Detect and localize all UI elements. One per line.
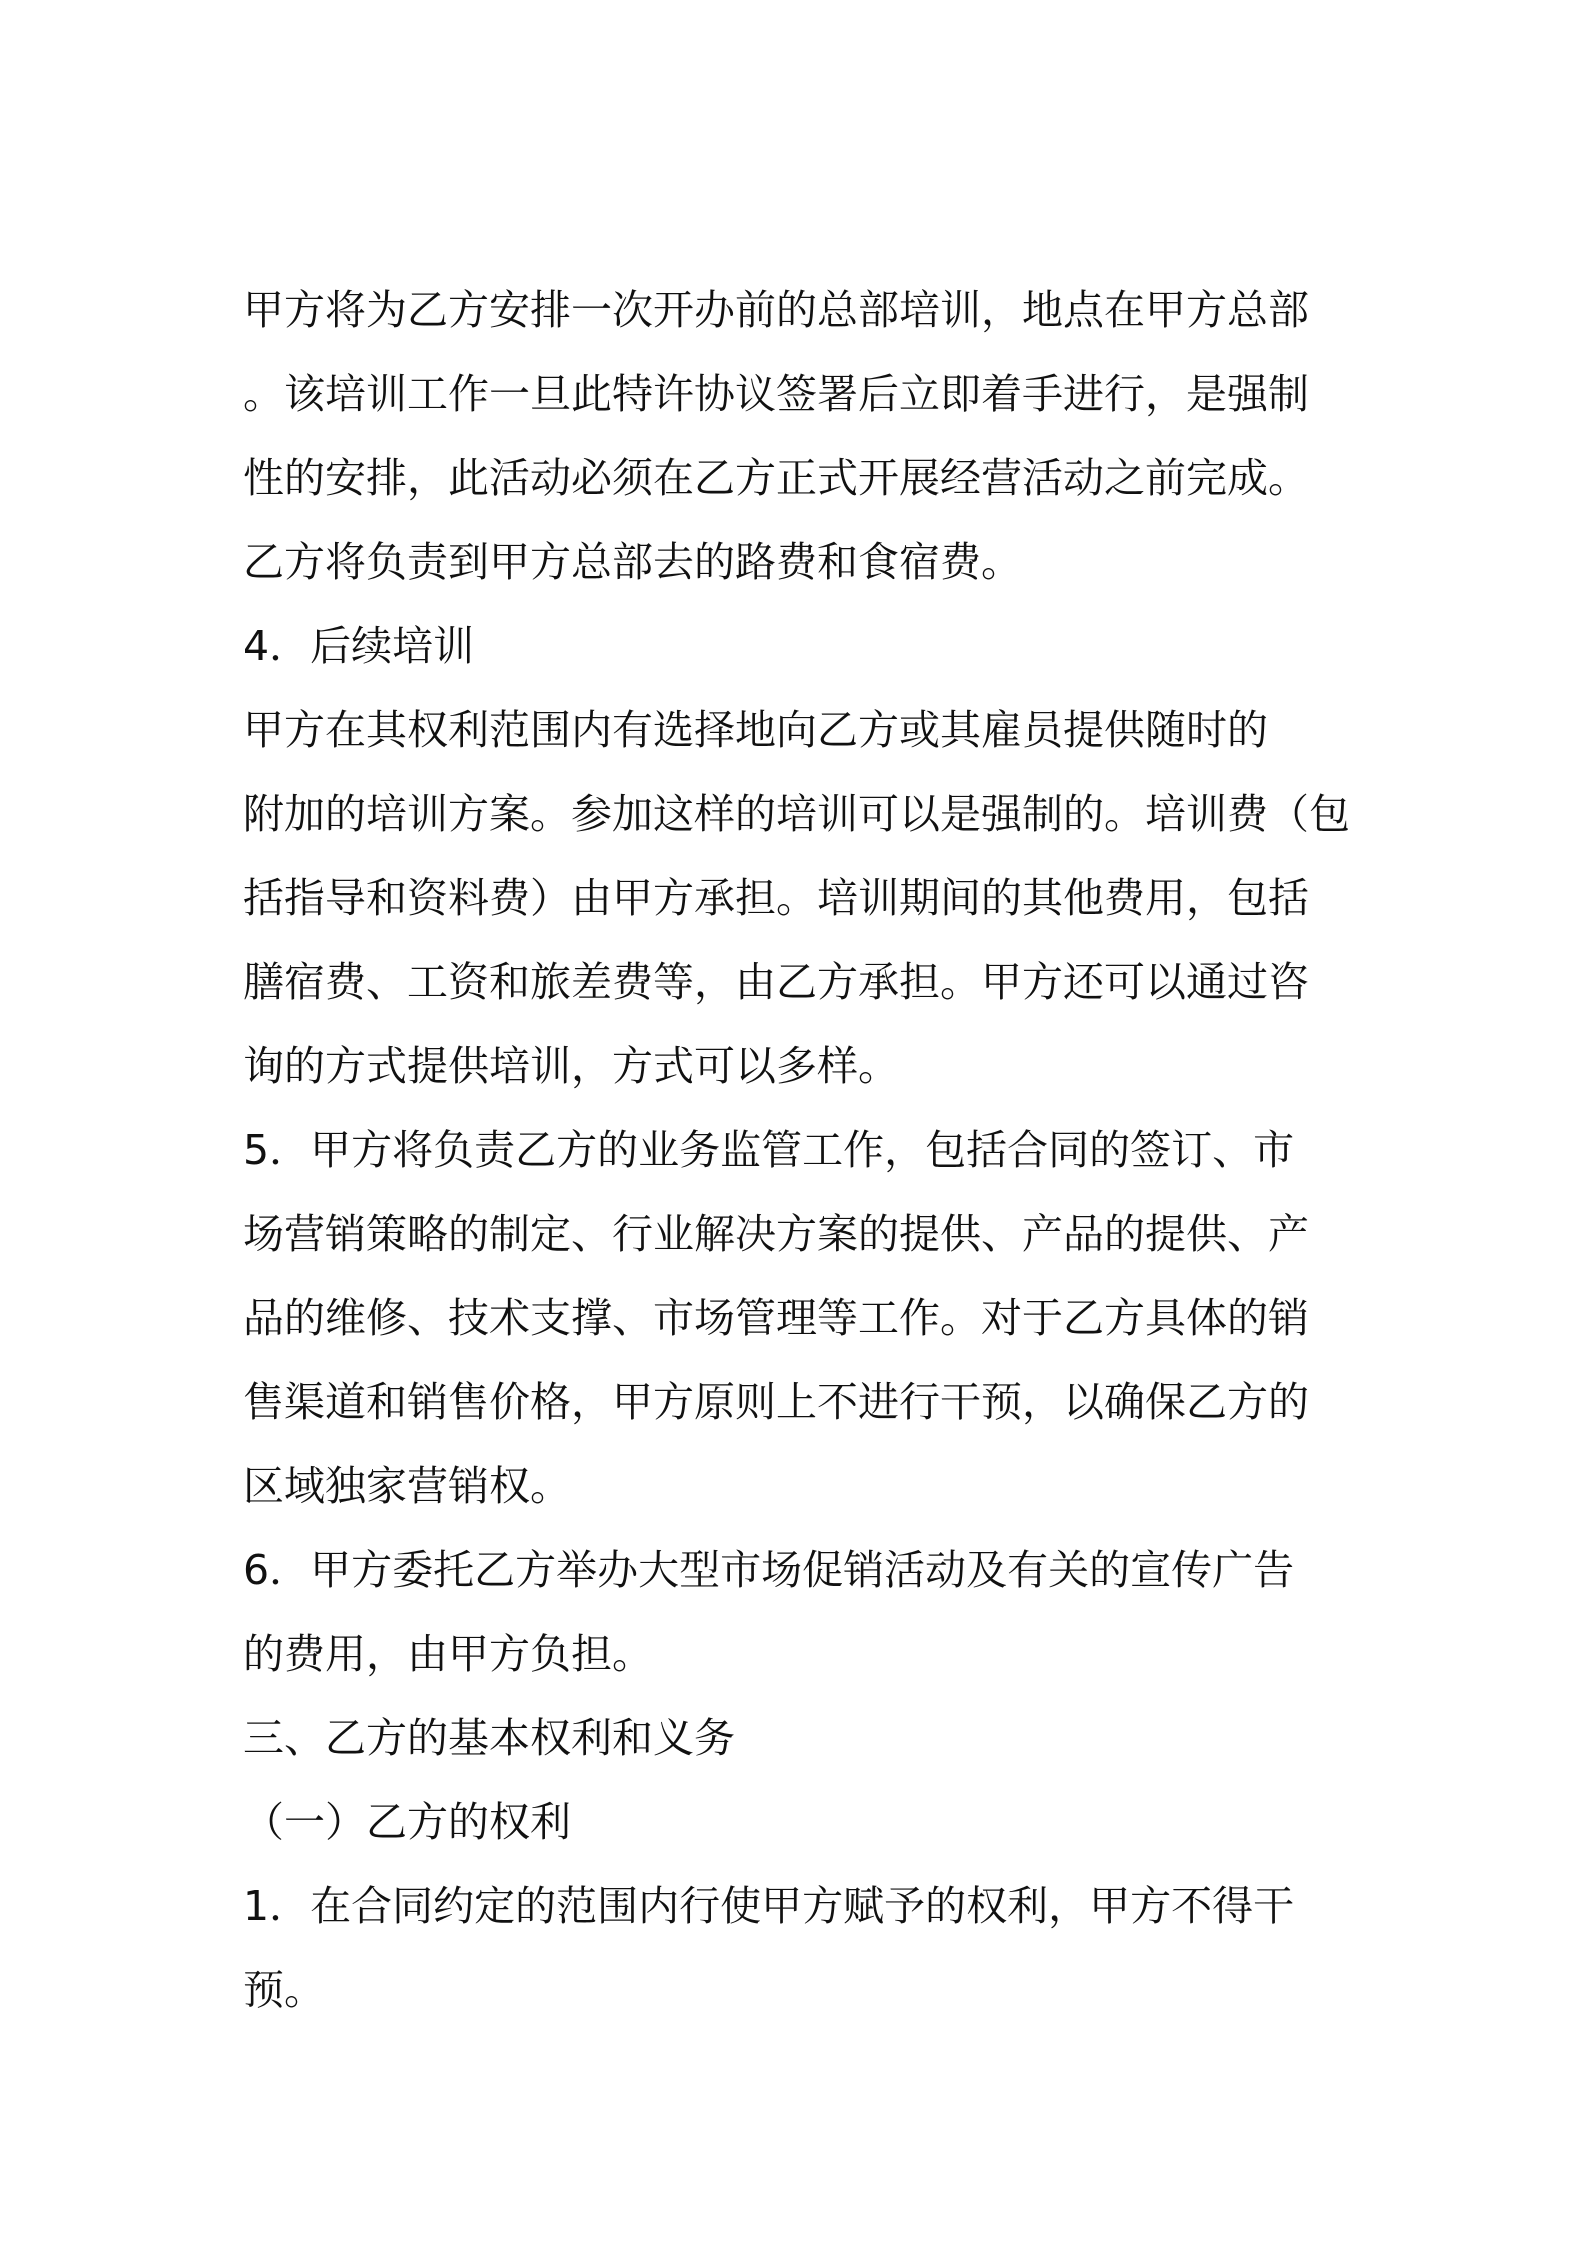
paragraph-line: 甲方在其权利范围内有选择地向乙方或其雇员提供随时的 bbox=[243, 706, 1268, 754]
paragraph-line: 甲方将为乙方安排一次开办前的总部培训，地点在甲方总部 bbox=[243, 286, 1309, 334]
paragraph-line: 的费用，由甲方负担。 bbox=[243, 1630, 653, 1678]
paragraph-line: 品的维修、技术支撑、市场管理等工作。对于乙方具体的销 bbox=[243, 1294, 1309, 1342]
paragraph-line: 预。 bbox=[243, 1966, 325, 2014]
paragraph-line: 性的安排，此活动必须在乙方正式开展经营活动之前完成。 bbox=[243, 454, 1309, 502]
paragraph-line: 询的方式提供培训，方式可以多样。 bbox=[243, 1042, 899, 1090]
paragraph-line: 售渠道和销售价格，甲方原则上不进行干预，以确保乙方的 bbox=[243, 1378, 1309, 1426]
document-body bbox=[243, 268, 1368, 2032]
paragraph-line: 。该培训工作一旦此特许协议签署后立即着手进行，是强制 bbox=[243, 370, 1309, 418]
paragraph-line: 膳宿费、工资和旅差费等，由乙方承担。甲方还可以通过咨 bbox=[243, 958, 1309, 1006]
subsection-heading: （一）乙方的权利 bbox=[243, 1798, 571, 1846]
paragraph-line: 附加的培训方案。参加这样的培训可以是强制的。培训费（包 bbox=[243, 790, 1350, 838]
paragraph-line: 1．在合同约定的范围内行使甲方赋予的权利，甲方不得干 bbox=[243, 1882, 1295, 1930]
paragraph-line: 5．甲方将负责乙方的业务监管工作，包括合同的签订、市 bbox=[243, 1126, 1295, 1174]
section-heading: 4．后续培训 bbox=[243, 622, 475, 670]
paragraph-line: 区域独家营销权。 bbox=[243, 1462, 571, 1510]
paragraph-line: 乙方将负责到甲方总部去的路费和食宿费。 bbox=[243, 538, 1022, 586]
paragraph-line: 括指导和资料费）由甲方承担。培训期间的其他费用，包括 bbox=[243, 874, 1309, 922]
paragraph-line: 场营销策略的制定、行业解决方案的提供、产品的提供、产 bbox=[243, 1210, 1309, 1258]
paragraph-line: 6．甲方委托乙方举办大型市场促销活动及有关的宣传广告 bbox=[243, 1546, 1295, 1594]
section-heading: 三、乙方的基本权利和义务 bbox=[243, 1714, 735, 1762]
